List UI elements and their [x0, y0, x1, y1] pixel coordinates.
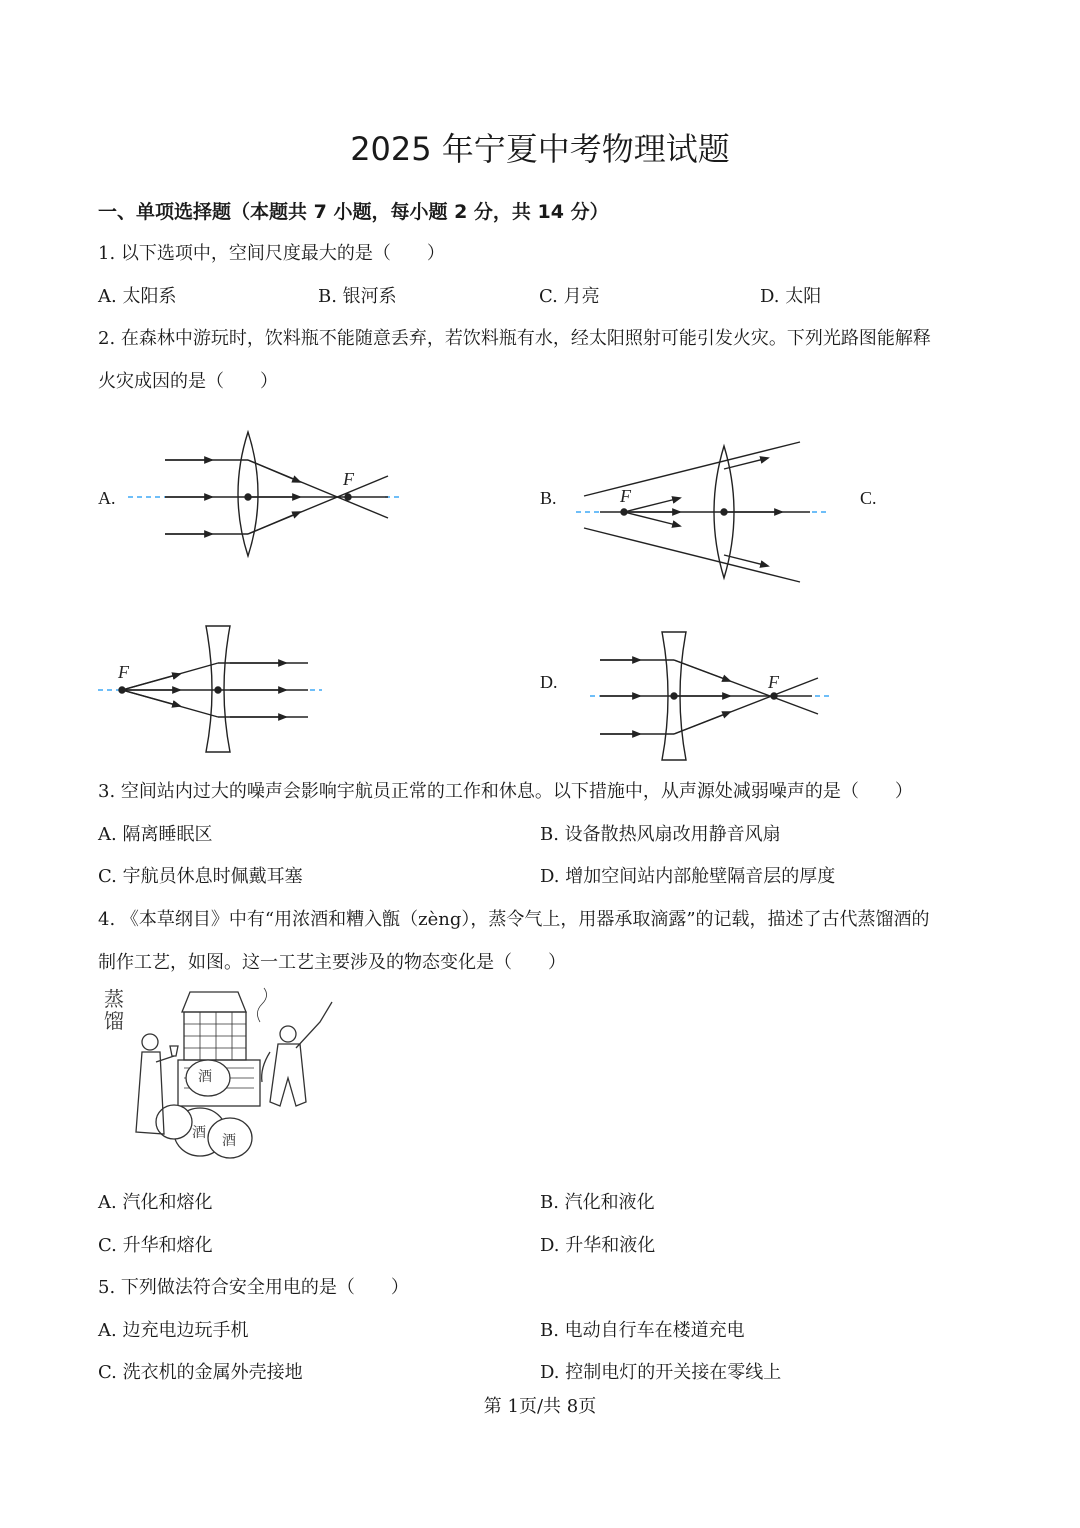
q3-option-a: A. 隔离睡眠区 — [98, 824, 213, 845]
q1-option-d: D. 太阳 — [760, 286, 822, 307]
still-pattern — [184, 1012, 246, 1060]
still-top — [182, 992, 246, 1012]
diagram-b-optical-center — [721, 509, 727, 515]
left-figure-arm — [156, 1056, 174, 1062]
right-figure-head — [280, 1026, 296, 1042]
q2-label-b: B. — [540, 488, 557, 508]
q2-label-c: C. — [860, 488, 877, 508]
diagram-c-optical-center — [215, 687, 221, 693]
diagram-c-focus-label: F — [118, 662, 129, 682]
q1-option-b: B. 银河系 — [318, 286, 397, 307]
diagram-b-convex-diverging — [576, 442, 830, 582]
q3-option-b: B. 设备散热风扇改用静音风扇 — [540, 824, 781, 845]
q5-option-a: A. 边充电边玩手机 — [98, 1320, 249, 1341]
q4-option-d: D. 升华和液化 — [540, 1235, 656, 1256]
jar-label-front: 酒 — [192, 1125, 206, 1141]
q5-option-b: B. 电动自行车在楼道充电 — [540, 1320, 745, 1341]
diagram-a-focus-point — [345, 494, 351, 500]
q1-option-a: A. 太阳系 — [98, 286, 177, 307]
diagram-d-optical-center — [671, 693, 677, 699]
diagram-a-focus-label: F — [343, 469, 354, 489]
right-figure-arm — [262, 1052, 270, 1082]
diagram-d-focus-label: F — [768, 672, 779, 692]
diagram-a-convex-converging — [128, 432, 400, 556]
question-5-stem: 5. 下列做法符合安全用电的是（ ） — [98, 1277, 409, 1298]
diagram-d-focus-point — [771, 693, 777, 699]
diagram-b-arrow-bot-in — [624, 512, 680, 526]
q3-option-c: C. 宇航员休息时佩戴耳塞 — [98, 866, 303, 887]
page-title: 2025 年宁夏中考物理试题 — [350, 130, 730, 168]
diagram-d-concave — [590, 632, 830, 760]
diagram-c-concave — [98, 626, 322, 752]
diagram-d-arrow-bot-out — [674, 712, 730, 734]
diagram-b-arrow-top-in — [624, 498, 680, 512]
section-heading: 一、单项选择题（本题共 7 小题，每小题 2 分，共 14 分） — [98, 201, 609, 223]
right-figure-body — [270, 1044, 306, 1106]
diagram-b-ray-bot — [584, 528, 800, 582]
q1-option-c: C. 月亮 — [539, 286, 600, 307]
q5-option-c: C. 洗衣机的金属外壳接地 — [98, 1362, 303, 1383]
diagram-b-focus-point — [621, 509, 627, 515]
left-figure-head — [142, 1034, 158, 1050]
diagram-a-arrow-top-out — [248, 460, 300, 482]
question-4-stem-line2: 制作工艺，如图。这一工艺主要涉及的物态变化是（ ） — [98, 952, 566, 973]
q5-option-d: D. 控制电灯的开关接在零线上 — [540, 1362, 782, 1383]
diagram-d-arrow-top-out — [674, 660, 730, 681]
distillation-caption: 蒸馏 — [104, 987, 124, 1033]
q2-label-d: D. — [540, 672, 558, 692]
question-1-stem: 1. 以下选项中，空间尺度最大的是（ ） — [98, 243, 445, 264]
question-2-stem-line1: 2. 在森林中游玩时，饮料瓶不能随意丢弃，若饮料瓶有水，经太阳照射可能引发火灾。下列光路图能解释 — [98, 328, 931, 349]
right-figure-stick — [296, 1002, 332, 1048]
diagram-c-focus-point — [119, 687, 125, 693]
diagram-b-ray-top — [584, 442, 800, 496]
left-figure-cup — [170, 1046, 178, 1056]
question-4-stem-line1: 4. 《本草纲目》中有“用浓酒和糟入甑（zèng），蒸令气上，用器承取滴露”的记载，描述了古代蒸馏酒的 — [98, 909, 930, 930]
question-2-stem-line2: 火灾成因的是（ ） — [98, 371, 278, 392]
diagram-a-optical-center — [245, 494, 251, 500]
q4-option-c: C. 升华和熔化 — [98, 1235, 213, 1256]
jar-label-upper: 酒 — [198, 1069, 212, 1085]
q4-option-b: B. 汽化和液化 — [540, 1192, 655, 1213]
jar-label-right: 酒 — [222, 1133, 236, 1149]
page-footer: 第 1页/共 8页 — [483, 1396, 597, 1417]
q3-option-d: D. 增加空间站内部舱壁隔音层的厚度 — [540, 866, 836, 887]
question-3-stem: 3. 空间站内过大的噪声会影响宇航员正常的工作和休息。以下措施中，从声源处减弱噪声的是（ ） — [98, 781, 913, 802]
diagram-c-arrow-bot-in — [122, 690, 180, 706]
diagram-b-focus-label: F — [620, 486, 631, 506]
q2-label-a: A. — [98, 488, 116, 508]
diagram-c-arrow-top-in — [122, 674, 180, 690]
steam-wisp — [257, 988, 266, 1022]
q4-option-a: A. 汽化和熔化 — [98, 1192, 213, 1213]
